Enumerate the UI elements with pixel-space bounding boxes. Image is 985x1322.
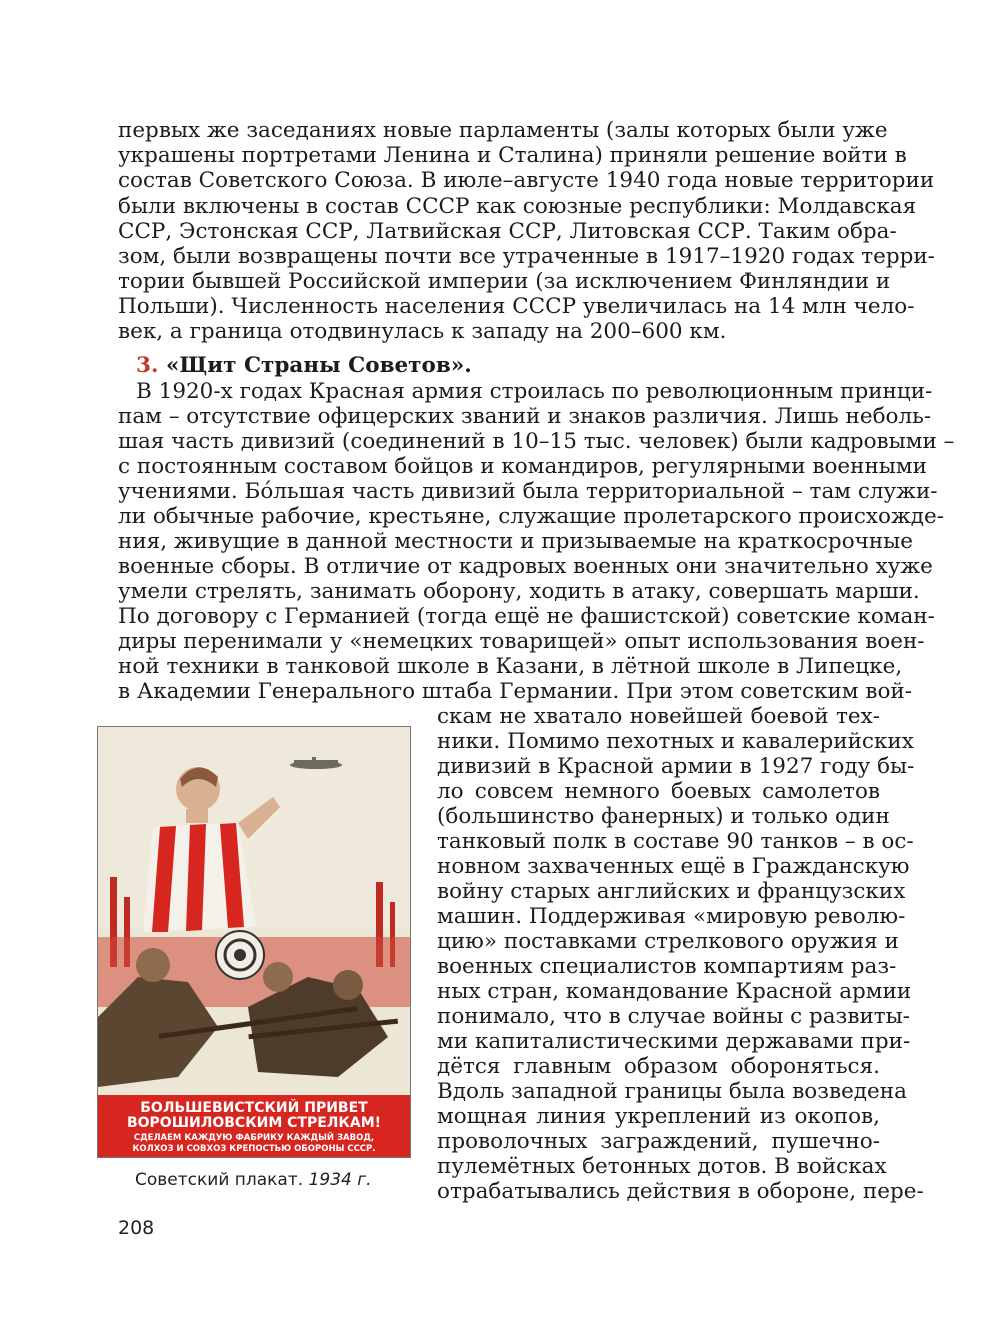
text-line: учениями. Бо́льшая часть дивизий была территориальной – там служи- (118, 479, 938, 504)
text-line: В 1920-х годах Красная армия строилась по революционным принци- (136, 379, 933, 404)
text-line: диры перенимали у «немецких товарищей» опыт использования воен- (118, 629, 925, 654)
poster-caption (135, 1170, 372, 1190)
text-line: украшены портретами Ленина и Сталина) приняли решение войти в (118, 143, 907, 168)
text-line: Польши). Численность населения СССР увеличилась на 14 млн чело- (118, 294, 915, 319)
text-line: мощная линия укреплений из окопов, (437, 1104, 880, 1129)
text-line: ники. Помимо пехотных и кавалерийских (437, 729, 914, 754)
text-line: век, а граница отодвинулась к западу на 200–600 км. (118, 319, 727, 344)
text-line: танковый полк в составе 90 танков – в ос- (437, 829, 914, 854)
text-line: Вдоль западной границы была возведена (437, 1079, 907, 1104)
text-line: в Академии Генерального штаба Германии. При этом советским вой- (118, 679, 912, 704)
poster-banner-line: СДЕЛАЕМ КАЖДУЮ ФАБРИКУ КАЖДЫЙ ЗАВОД, (133, 1133, 375, 1143)
poster-illustration (98, 727, 410, 1157)
text-line: отрабатывались действия в обороне, пере- (437, 1179, 924, 1204)
text-line: ло совсем немного боевых самолетов (437, 779, 880, 804)
text-line: умели стрелять, занимать оборону, ходить в атаку, совершать марши. (118, 579, 920, 604)
section-title: «Щит Страны Советов». (165, 353, 472, 378)
text-line: проволочных заграждений, пушечно- (437, 1129, 880, 1154)
text-line: ми капиталистическими державами при- (437, 1029, 911, 1054)
text-line: По договору с Германией (тогда ещё не фашистской) советские коман- (118, 604, 935, 629)
text-line: тории бывшей Российской империи (за исключением Финляндии и (118, 269, 891, 294)
text-line: с постоянным составом бойцов и командиров, регулярными военными (118, 454, 927, 479)
text-line: (большинство фанерных) и только один (437, 804, 890, 829)
section-number: 3. (136, 353, 159, 378)
text-line: ных стран, командование Красной армии (437, 979, 912, 1004)
text-line: дивизий в Красной армии в 1927 году бы- (437, 754, 915, 779)
caption-year: 1934 г. (308, 1170, 372, 1190)
text-line: военных специалистов компартиям раз- (437, 954, 897, 979)
text-line: ли обычные рабочие, крестьяне, служащие пролетарского происхожде- (118, 504, 944, 529)
text-line: первых же заседаниях новые парламенты (залы которых были уже (118, 118, 888, 143)
caption-text: Советский плакат. (135, 1170, 304, 1190)
text-line: пулемётных бетонных дотов. В войсках (437, 1154, 887, 1179)
text-line: ССР, Эстонская ССР, Латвийская ССР, Литовская ССР. Таким обра- (118, 219, 897, 244)
text-line: новном захваченных ещё в Гражданскую (437, 854, 910, 879)
text-line: машин. Поддерживая «мировую револю- (437, 904, 906, 929)
text-line: были включены в состав СССР как союзные республики: Молдавская (118, 194, 917, 219)
section-heading (118, 353, 880, 378)
poster-image (97, 726, 411, 1158)
text-line: понимало, что в случае войны с развиты- (437, 1004, 911, 1029)
poster-banner-line: ВОРОШИЛОВСКИМ СТРЕЛКАМ! (126, 1115, 382, 1131)
text-line: состав Советского Союза. В июле–августе 1940 года новые территории (118, 168, 935, 193)
text-line: ной техники в танковой школе в Казани, в лётной школе в Липецке, (118, 654, 903, 679)
text-line: военные сборы. В отличие от кадровых военных они значительно хуже (118, 554, 933, 579)
text-line: шая часть дивизий (соединений в 10–15 тыс. человек) были кадровыми – (118, 429, 955, 454)
text-line: войну старых английских и французских (437, 879, 906, 904)
text-line: пам – отсутствие офицерских званий и знаков различия. Лишь неболь- (118, 404, 932, 429)
text-line: ния, живущие в данной местности и призываемые на краткосрочные (118, 529, 914, 554)
text-line: цию» поставками стрелкового оружия и (437, 929, 899, 954)
poster-banner-line: КОЛХОЗ И СОВХОЗ КРЕПОСТЬЮ ОБОРОНЫ СССР. (132, 1144, 376, 1154)
text-line: дётся главным образом обороняться. (437, 1054, 880, 1079)
text-line: скам не хватало новейшей боевой тех- (437, 704, 880, 729)
poster-banner-line: БОЛЬШЕВИСТСКИЙ ПРИВЕТ (140, 1100, 368, 1116)
text-line: зом, были возвращены почти все утраченные в 1917–1920 годах терри- (118, 244, 935, 269)
page-number: 208 (118, 1217, 155, 1239)
